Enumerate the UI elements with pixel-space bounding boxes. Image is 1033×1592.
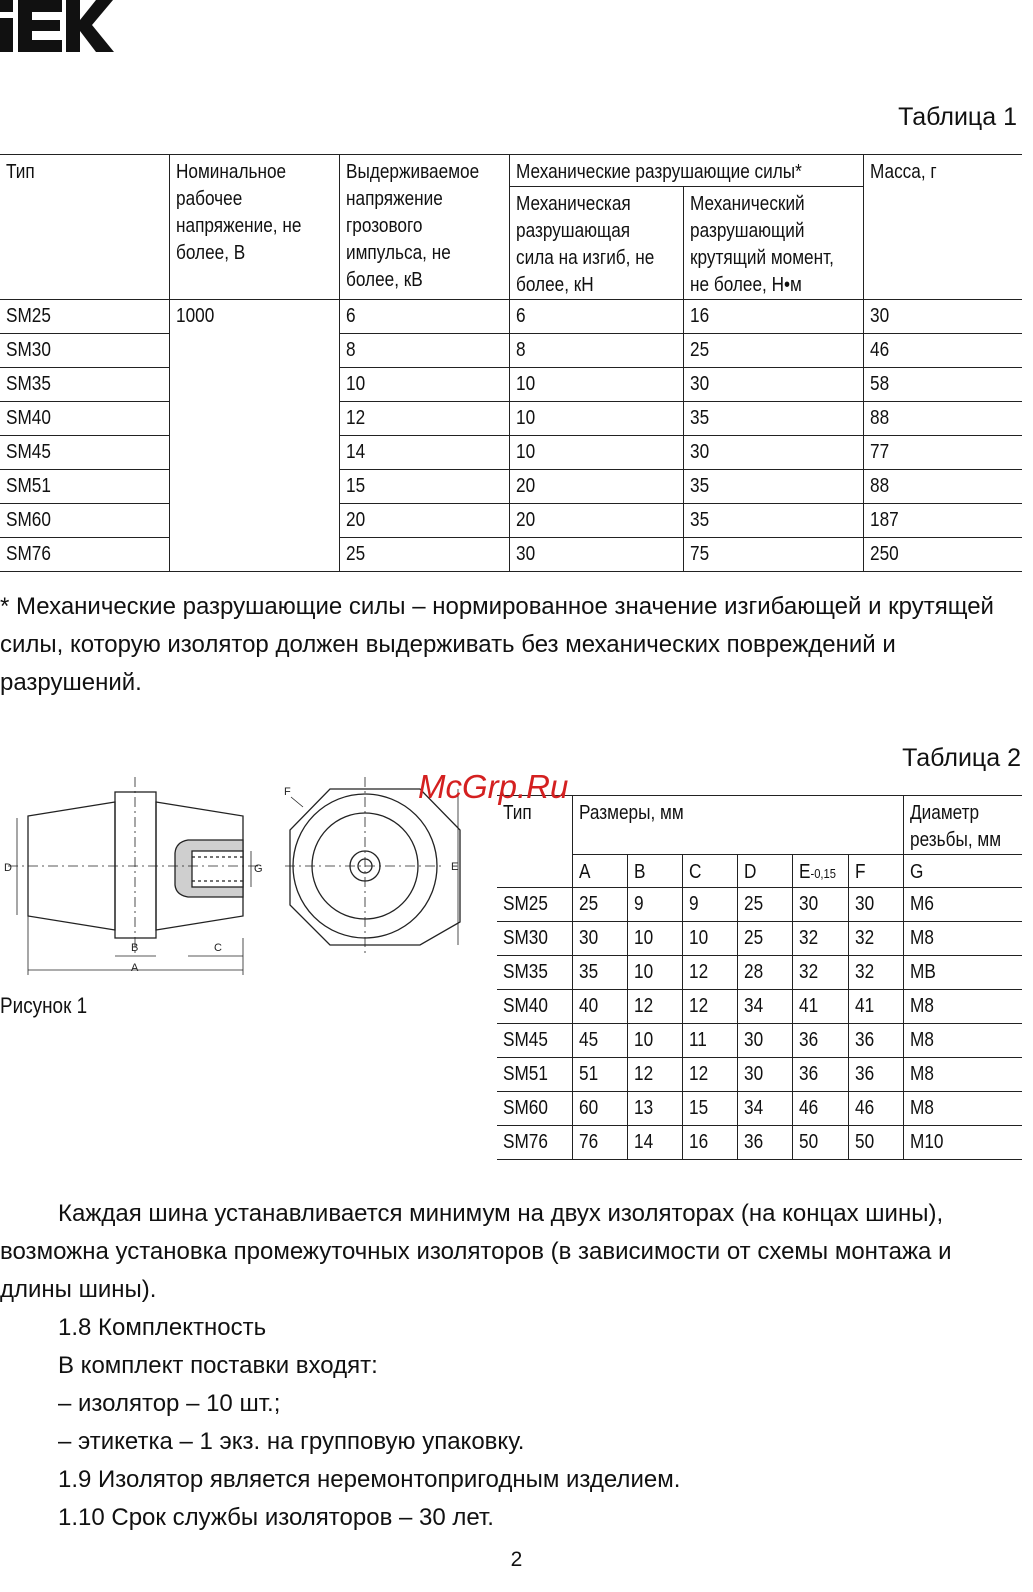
paragraph-installation: Каждая шина устанавливается минимум на двух изоляторах (на концах шины), возможна установка промежуточных изоляторов (в зависимости от схемы монтажа и длины шины). bbox=[0, 1200, 952, 1303]
cell-torque: 35 bbox=[683, 402, 863, 436]
figure-label-b: B bbox=[131, 942, 139, 954]
cell-type: SM25 bbox=[0, 300, 170, 334]
cell-impulse: 10 bbox=[340, 368, 510, 402]
cell-d: 30 bbox=[737, 1024, 792, 1058]
cell-g: M6 bbox=[904, 888, 1022, 922]
cell-mass: 88 bbox=[864, 470, 1022, 504]
figure-label-a: A bbox=[131, 962, 139, 974]
watermark: McGrp.Ru bbox=[418, 768, 569, 805]
cell-bending: 8 bbox=[510, 334, 684, 368]
cell-f: 30 bbox=[848, 888, 903, 922]
header-voltage: Номинальное рабочее напряжение, не более, В bbox=[170, 155, 340, 300]
cell-d: 34 bbox=[737, 990, 792, 1024]
figure-label-f: F bbox=[284, 786, 291, 798]
header-torque: Механический разрушающий крутящий момент, не более, Н•м bbox=[683, 187, 863, 300]
cell-a: 30 bbox=[572, 922, 627, 956]
cell-type: SM51 bbox=[497, 1058, 572, 1092]
header-dimensions: Размеры, мм bbox=[572, 796, 904, 855]
cell-a: 40 bbox=[572, 990, 627, 1024]
cell-c: 12 bbox=[682, 956, 737, 990]
table-row bbox=[497, 1126, 1022, 1160]
cell-impulse: 20 bbox=[340, 504, 510, 538]
cell-bending: 10 bbox=[510, 368, 684, 402]
cell-e: 46 bbox=[792, 1092, 848, 1126]
cell-f: 41 bbox=[848, 990, 903, 1024]
cell-e: 41 bbox=[792, 990, 848, 1024]
cell-type: SM60 bbox=[0, 504, 170, 538]
table-row bbox=[0, 436, 1022, 470]
cell-torque: 30 bbox=[683, 436, 863, 470]
cell-b: 13 bbox=[627, 1092, 682, 1126]
cell-c: 12 bbox=[682, 1058, 737, 1092]
cell-bending: 10 bbox=[510, 402, 684, 436]
cell-torque: 75 bbox=[683, 538, 863, 572]
cell-mass: 30 bbox=[864, 300, 1022, 334]
cell-mass: 58 bbox=[864, 368, 1022, 402]
header-dim-f: F bbox=[848, 855, 903, 888]
table-row bbox=[497, 922, 1022, 956]
cell-type: SM35 bbox=[0, 368, 170, 402]
cell-type: SM45 bbox=[0, 436, 170, 470]
table-row bbox=[497, 888, 1022, 922]
header-bending-force: Механическая разрушающая сила на изгиб, не более, кН bbox=[510, 187, 684, 300]
cell-type: SM30 bbox=[497, 922, 572, 956]
cell-d: 25 bbox=[737, 922, 792, 956]
cell-bending: 10 bbox=[510, 436, 684, 470]
table-row bbox=[0, 300, 1022, 334]
cell-c: 15 bbox=[682, 1092, 737, 1126]
cell-f: 36 bbox=[848, 1024, 903, 1058]
cell-c: 16 bbox=[682, 1126, 737, 1160]
cell-type: SM76 bbox=[497, 1126, 572, 1160]
cell-mass: 46 bbox=[864, 334, 1022, 368]
cell-a: 51 bbox=[572, 1058, 627, 1092]
table-2-dimensions bbox=[497, 795, 1022, 1160]
cell-torque: 35 bbox=[683, 470, 863, 504]
header-type: Тип bbox=[0, 155, 170, 300]
cell-d: 36 bbox=[737, 1126, 792, 1160]
cell-g: MB bbox=[904, 956, 1022, 990]
cell-d: 34 bbox=[737, 1092, 792, 1126]
cell-type: SM30 bbox=[0, 334, 170, 368]
table-row bbox=[0, 368, 1022, 402]
cell-d: 25 bbox=[737, 888, 792, 922]
figure-label-e: E bbox=[451, 861, 459, 873]
table1-caption: Таблица 1 bbox=[898, 103, 1017, 131]
iek-logo bbox=[0, 0, 115, 55]
cell-g: M8 bbox=[904, 990, 1022, 1024]
table-1-insulator-specs bbox=[0, 154, 1022, 572]
cell-mass: 77 bbox=[864, 436, 1022, 470]
cell-type: SM60 bbox=[497, 1092, 572, 1126]
table-row bbox=[497, 990, 1022, 1024]
cell-bending: 6 bbox=[510, 300, 684, 334]
cell-torque: 16 bbox=[683, 300, 863, 334]
list-item: – изолятор – 10 шт.; bbox=[58, 1390, 281, 1417]
cell-f: 32 bbox=[848, 956, 903, 990]
cell-e: 30 bbox=[792, 888, 848, 922]
cell-d: 28 bbox=[737, 956, 792, 990]
table-row bbox=[0, 470, 1022, 504]
cell-impulse: 6 bbox=[340, 300, 510, 334]
cell-bending: 20 bbox=[510, 504, 684, 538]
cell-bending: 30 bbox=[510, 538, 684, 572]
figure-label-g: G bbox=[254, 863, 263, 875]
cell-a: 35 bbox=[572, 956, 627, 990]
header-type: Тип bbox=[497, 796, 572, 888]
cell-a: 25 bbox=[572, 888, 627, 922]
table-row bbox=[0, 334, 1022, 368]
cell-g: M10 bbox=[904, 1126, 1022, 1160]
cell-a: 45 bbox=[572, 1024, 627, 1058]
cell-b: 12 bbox=[627, 1058, 682, 1092]
figure-1-caption: Рисунок 1 bbox=[0, 993, 88, 1018]
table-row bbox=[497, 1058, 1022, 1092]
cell-a: 60 bbox=[572, 1092, 627, 1126]
header-mechanical-forces: Механические разрушающие силы* bbox=[510, 155, 864, 187]
figure-label-d: D bbox=[4, 862, 12, 874]
cell-type: SM35 bbox=[497, 956, 572, 990]
cell-type: SM40 bbox=[497, 990, 572, 1024]
table-row bbox=[497, 956, 1022, 990]
cell-b: 9 bbox=[627, 888, 682, 922]
cell-impulse: 15 bbox=[340, 470, 510, 504]
cell-g: M8 bbox=[904, 1058, 1022, 1092]
cell-b: 12 bbox=[627, 990, 682, 1024]
cell-d: 30 bbox=[737, 1058, 792, 1092]
figure-label-c: C bbox=[214, 942, 222, 954]
header-dim-g: G bbox=[904, 855, 1022, 888]
cell-impulse: 14 bbox=[340, 436, 510, 470]
paragraph-service-life: 1.10 Срок службы изоляторов – 30 лет. bbox=[58, 1504, 494, 1531]
page-number: 2 bbox=[510, 1548, 523, 1571]
heading-completeness: 1.8 Комплектность bbox=[58, 1314, 267, 1341]
cell-c: 11 bbox=[682, 1024, 737, 1058]
list-item: – этикетка – 1 экз. на групповую упаковку. bbox=[58, 1428, 525, 1455]
cell-torque: 25 bbox=[683, 334, 863, 368]
paragraph-delivery: В комплект поставки входят: bbox=[58, 1352, 378, 1379]
table-row bbox=[497, 1024, 1022, 1058]
cell-g: M8 bbox=[904, 1092, 1022, 1126]
header-dim-c: C bbox=[682, 855, 737, 888]
cell-b: 10 bbox=[627, 922, 682, 956]
footnote-mechanical-forces: * Механические разрушающие силы – нормированное значение изгибающей и крутящей силы, которую изолятор должен выдерживать без механических повреждений и разрушений. bbox=[0, 593, 994, 696]
cell-c: 10 bbox=[682, 922, 737, 956]
cell-b: 10 bbox=[627, 956, 682, 990]
cell-c: 12 bbox=[682, 990, 737, 1024]
table2-caption: Таблица 2 bbox=[902, 744, 1021, 772]
cell-f: 32 bbox=[848, 922, 903, 956]
table-row bbox=[0, 402, 1022, 436]
cell-impulse: 25 bbox=[340, 538, 510, 572]
header-thread-diameter: Диаметр резьбы, мм bbox=[904, 796, 1022, 855]
table-row bbox=[0, 538, 1022, 572]
header-mass: Масса, г bbox=[864, 155, 1022, 300]
cell-e: 36 bbox=[792, 1024, 848, 1058]
cell-mass: 187 bbox=[864, 504, 1022, 538]
cell-f: 36 bbox=[848, 1058, 903, 1092]
cell-type: SM25 bbox=[497, 888, 572, 922]
cell-type: SM51 bbox=[0, 470, 170, 504]
cell-type: SM40 bbox=[0, 402, 170, 436]
cell-b: 14 bbox=[627, 1126, 682, 1160]
cell-e: 32 bbox=[792, 956, 848, 990]
cell-e: 32 bbox=[792, 922, 848, 956]
header-dim-d: D bbox=[737, 855, 792, 888]
cell-mass: 88 bbox=[864, 402, 1022, 436]
header-dim-a: A bbox=[572, 855, 627, 888]
table-row bbox=[0, 504, 1022, 538]
cell-impulse: 12 bbox=[340, 402, 510, 436]
cell-e: 36 bbox=[792, 1058, 848, 1092]
cell-g: M8 bbox=[904, 1024, 1022, 1058]
cell-e: 50 bbox=[792, 1126, 848, 1160]
cell-impulse: 8 bbox=[340, 334, 510, 368]
cell-type: SM76 bbox=[0, 538, 170, 572]
header-dim-e: E-0,15 bbox=[792, 855, 848, 888]
figure-1-insulator-drawing bbox=[0, 775, 475, 985]
paragraph-non-repairable: 1.9 Изолятор является неремонтопригодным изделием. bbox=[58, 1466, 681, 1493]
cell-bending: 20 bbox=[510, 470, 684, 504]
cell-voltage: 1000 bbox=[170, 300, 340, 572]
body-text bbox=[0, 1195, 1020, 1537]
header-impulse-voltage: Выдерживаемое напряжение грозового импульса, не более, кВ bbox=[340, 155, 510, 300]
cell-type: SM45 bbox=[497, 1024, 572, 1058]
cell-torque: 30 bbox=[683, 368, 863, 402]
cell-c: 9 bbox=[682, 888, 737, 922]
cell-f: 46 bbox=[848, 1092, 903, 1126]
cell-a: 76 bbox=[572, 1126, 627, 1160]
table-row bbox=[497, 1092, 1022, 1126]
cell-g: M8 bbox=[904, 922, 1022, 956]
cell-torque: 35 bbox=[683, 504, 863, 538]
cell-mass: 250 bbox=[864, 538, 1022, 572]
header-dim-b: B bbox=[627, 855, 682, 888]
cell-b: 10 bbox=[627, 1024, 682, 1058]
cell-f: 50 bbox=[848, 1126, 903, 1160]
